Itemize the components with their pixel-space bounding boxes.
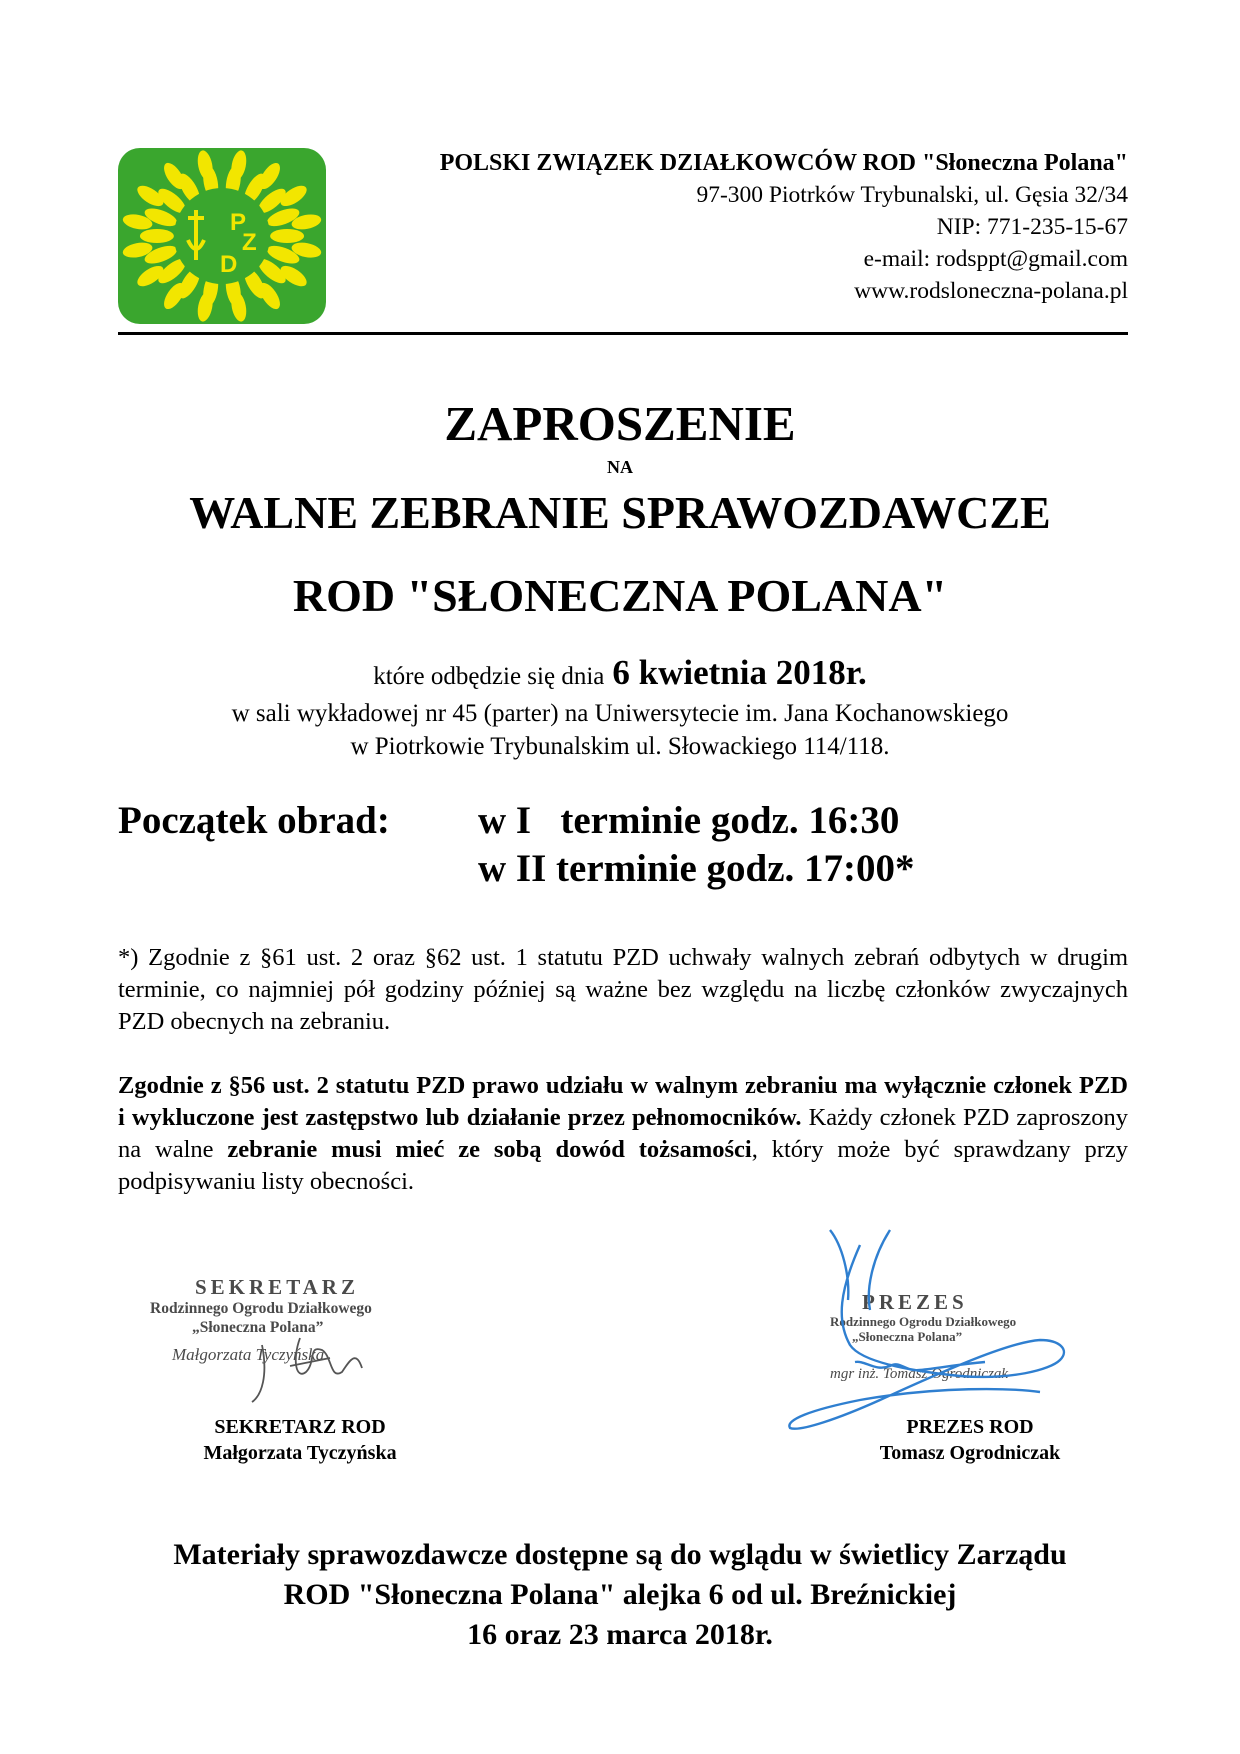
start-term-2: w II terminie godz. 17:00*: [478, 847, 915, 890]
footer-line-2: ROD "Słoneczna Polana" alejka 6 od ul. Breźnickiej: [283, 1578, 957, 1611]
secretary-stamp: [150, 1275, 450, 1367]
president-stamp-title: PREZES: [862, 1290, 968, 1314]
secretary-name: Małgorzata Tyczyńska: [203, 1442, 397, 1464]
meeting-venue: w sali wykładowej nr 45 (parter) na Uniwersytecie im. Jana Kochanowskiego: [231, 700, 1009, 727]
logo-petal: [140, 229, 174, 243]
secretary-role: SEKRETARZ ROD: [214, 1416, 386, 1438]
secretary-stamp-name: Małgorzata Tyczyńska: [172, 1345, 325, 1364]
president-stamp-name: mgr inż. Tomasz Ogrodniczak: [830, 1366, 1009, 1382]
logo-petal: [270, 229, 304, 243]
president-role: PREZES ROD: [906, 1416, 1034, 1438]
quorum-note: *) Zgodnie z §61 ust. 2 oraz §62 ust. 1 statutu PZD uchwały walnych zebrań odbytych w drugim terminie, co najmniej pół godziny później są ważne bez względu na liczbę członków zwyczajnych PZD obecnych na zebraniu.: [118, 944, 1128, 1035]
logo-letter-d: D: [220, 251, 238, 278]
secretary-stamp-line-1: Rodzinnego Ogrodu Działkowego: [150, 1300, 372, 1317]
secretary-stamp-title: SEKRETARZ: [195, 1275, 359, 1299]
secretary-stamp-line-2: „Słoneczna Polana”: [192, 1319, 324, 1336]
rules-bold-1: Zgodnie z §56 ust. 2 statutu PZD prawo udziału w walnym zebraniu ma wyłącznie członek PZD i wykluczone jest zastępstwo lub działanie przez pełnomocników.: [118, 1072, 1128, 1131]
org-nip: NIP: 771-235-15-67: [936, 214, 1128, 240]
participation-rules: [118, 1070, 1128, 1198]
meeting-date-line: [0, 653, 1240, 697]
rules-normal-1: Każdy członek PZD zaproszony na walne: [118, 1104, 1128, 1163]
logo-letter-z: Z: [242, 229, 257, 256]
title-rod: ROD "SŁONECZNA POLANA": [292, 570, 948, 621]
footer-line-1: Materiały sprawozdawcze dostępne są do wglądu w świetlicy Zarządu: [173, 1538, 1067, 1571]
footer-line-3: 16 oraz 23 marca 2018r.: [467, 1618, 773, 1651]
header-divider: [118, 332, 1128, 335]
meeting-date: 6 kwietnia 2018r.: [612, 653, 867, 692]
title-meeting: WALNE ZEBRANIE SPRAWOZDAWCZE: [189, 487, 1051, 538]
pzd-logo: [118, 148, 326, 324]
start-label: Początek obrad:: [118, 799, 390, 842]
org-name: POLSKI ZWIĄZEK DZIAŁKOWCÓW ROD "Słoneczna Polana": [439, 150, 1128, 176]
president-stamp-line-1: Rodzinnego Ogrodu Działkowego: [830, 1314, 1017, 1329]
org-website: www.rodsloneczna-polana.pl: [854, 278, 1128, 304]
president-stamp-line-2: „Słoneczna Polana”: [852, 1329, 963, 1344]
start-term-1: w I terminie godz. 16:30: [478, 799, 900, 842]
title-na: NA: [607, 457, 633, 477]
rules-normal-2: , który może być sprawdzany przy podpisywaniu listy obecności.: [118, 1136, 1129, 1195]
meeting-date-prefix: które odbędzie się dnia: [373, 663, 605, 690]
logo-letter-p: P: [230, 209, 247, 236]
meeting-address: w Piotrkowie Trybunalskim ul. Słowackiego 114/118.: [350, 733, 890, 760]
org-address: 97-300 Piotrków Trybunalski, ul. Gęsia 32/34: [696, 182, 1128, 208]
rules-bold-2: zebranie musi mieć ze sobą dowód tożsamości: [227, 1136, 752, 1163]
title-main: ZAPROSZENIE: [444, 396, 796, 451]
president-name: Tomasz Ogrodniczak: [879, 1442, 1061, 1464]
org-email: e-mail: rodsppt@gmail.com: [863, 246, 1128, 272]
president-stamp: [830, 1290, 1070, 1386]
